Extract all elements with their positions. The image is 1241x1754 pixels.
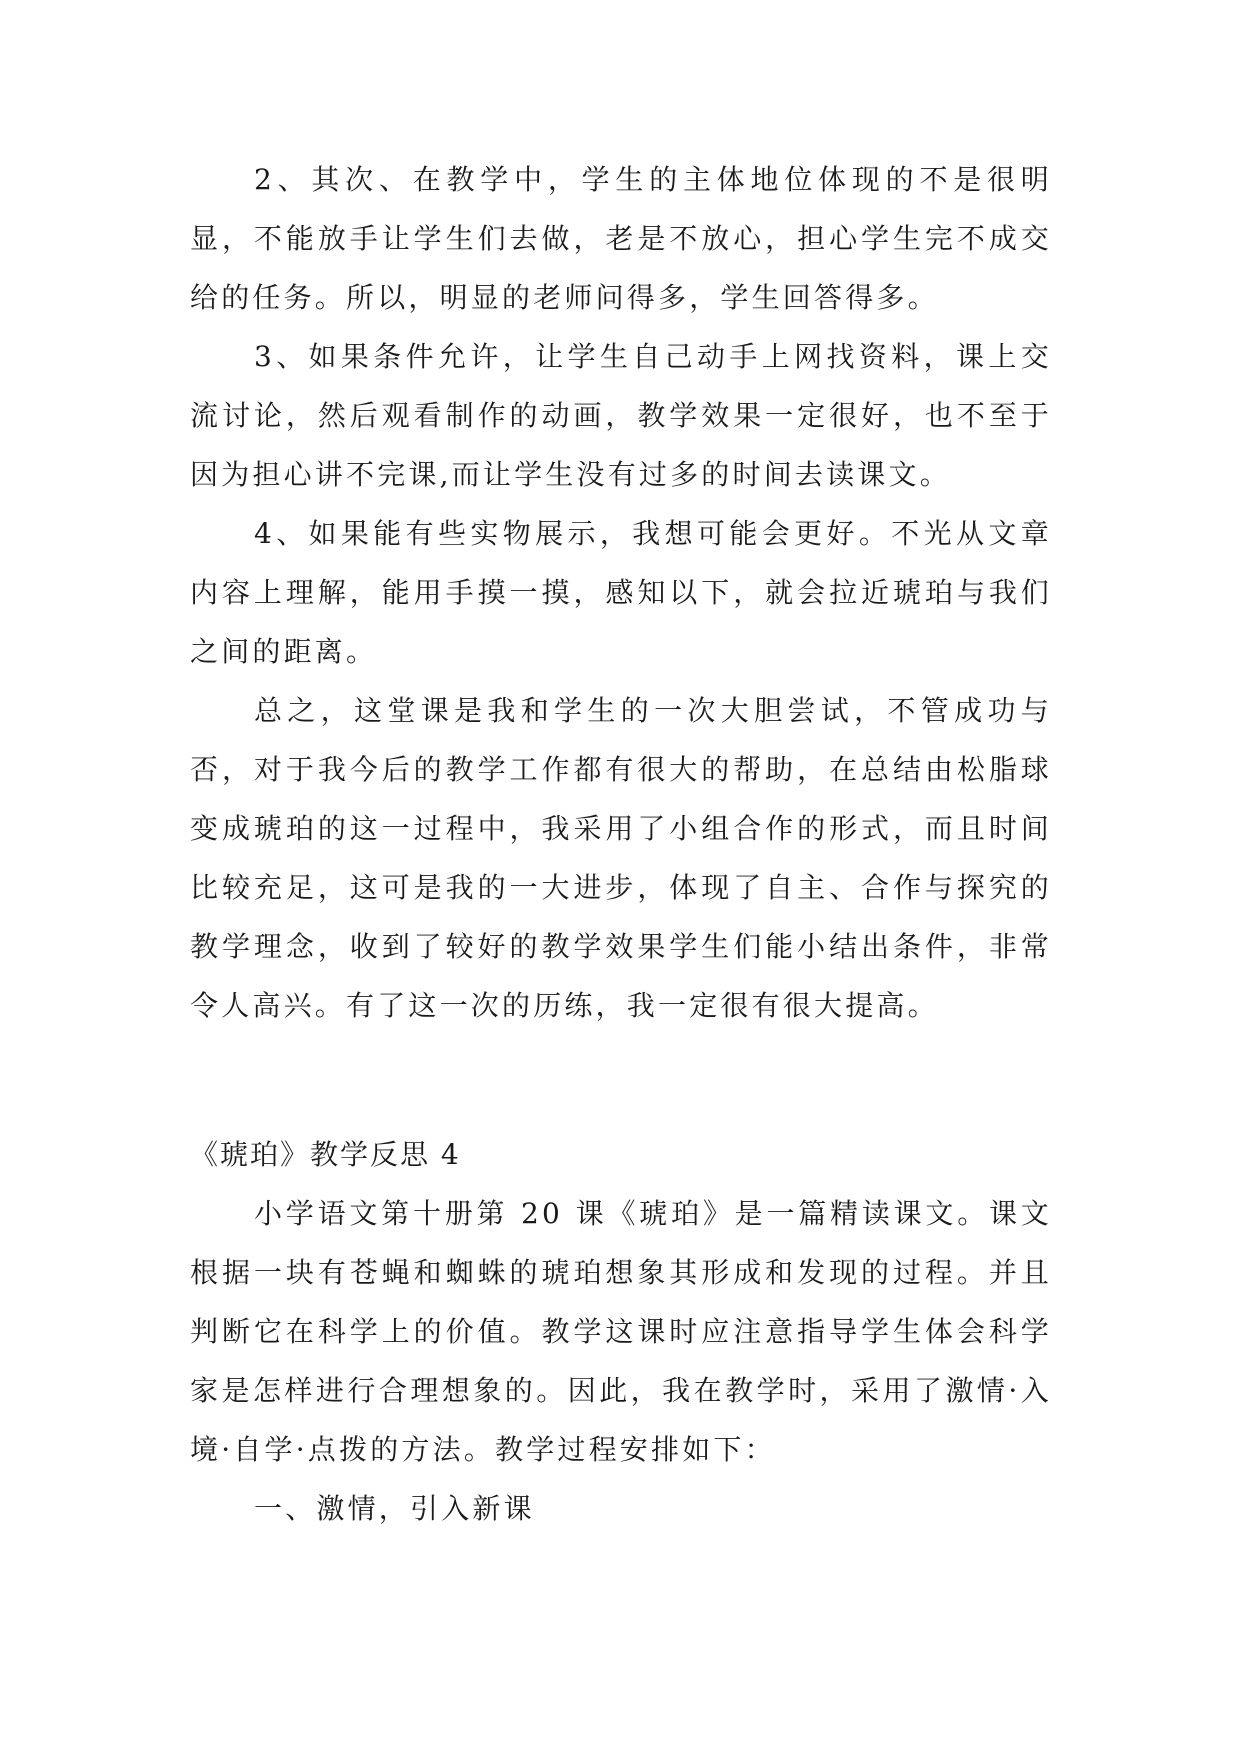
- paragraph-point-2: 2、其次、在教学中，学生的主体地位体现的不是很明显，不能放手让学生们去做，老是不放心，担心学生完不成交给的任务。所以，明显的老师问得多，学生回答得多。: [190, 163, 1052, 314]
- paragraph-point-4: 4、如果能有些实物展示，我想可能会更好。不光从文章内容上理解，能用手摸一摸，感知以下，就会拉近琥珀与我们之间的距离。: [190, 517, 1052, 668]
- section-gap: [190, 1035, 1052, 1125]
- section-title: 《琥珀》教学反思 4: [190, 1138, 461, 1171]
- paragraph-point-3: 3、如果条件允许，让学生自己动手上网找资料，课上交流讨论，然后观看制作的动画，教学效果一定很好，也不至于因为担心讲不完课,而让学生没有过多的时间去读课文。: [190, 340, 1052, 491]
- paragraph-summary: 总之，这堂课是我和学生的一次大胆尝试，不管成功与否，对于我今后的教学工作都有很大的帮助，在总结由松脂球变成琥珀的这一过程中，我采用了小组合作的形式，而且时间比较充足，这可是我的一大进步，体现了自主、合作与探究的教学理念，收到了较好的教学效果学生们能小结出条件，非常令人高兴。有了这一次的历练，我一定很有很大提高。: [190, 694, 1052, 1022]
- paragraph-intro: 小学语文第十册第 20 课《琥珀》是一篇精读课文。课文根据一块有苍蝇和蜘蛛的琥珀想象其形成和发现的过程。并且判断它在科学上的价值。教学这课时应注意指导学生体会科学家是怎样进行合理想象的。因此，我在教学时，采用了激情·入境·自学·点拨的方法。教学过程安排如下：: [190, 1197, 1052, 1466]
- paragraph-step-1: 一、激情，引入新课: [254, 1492, 535, 1525]
- document-body: [190, 150, 1052, 1538]
